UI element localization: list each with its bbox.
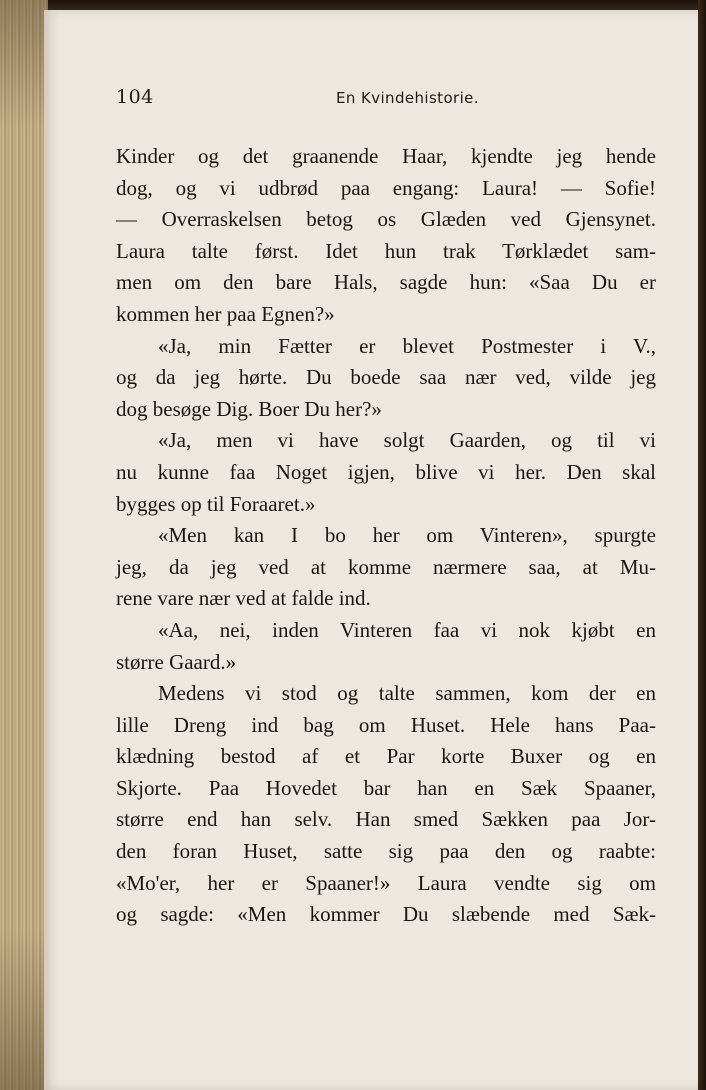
page-edges [0,0,48,1090]
page-number: 104 [116,86,154,108]
text-line: klædning bestod af et Par korte Buxer og en [116,744,656,769]
text-line: og da jeg hørte. Du boede saa nær ved, vilde jeg [116,365,656,390]
right-shadow [698,0,706,1090]
text-line: den foran Huset, satte sig paa den og raabte: [116,839,656,864]
text-line: rene vare nær ved at falde ind. [116,586,371,611]
text-line: lille Dreng ind bag om Huset. Hele hans Paa- [116,712,656,737]
text-line: kommen her paa Egnen?» [116,301,335,326]
text-line: «Ja, min Fætter er blevet Postmester i V., [158,333,656,358]
text-line: «Men kan I bo her om Vinteren», spurgte [158,523,656,548]
text-line: Laura talte først. Idet hun trak Tørklædet sam- [116,238,656,263]
text-line: Kinder og det graanende Haar, kjendte jeg hende [116,144,656,168]
text-line: større end han selv. Han smed Sækken paa Jor- [116,807,656,832]
text-line: bygges op til Foraaret.» [116,491,316,516]
text-line: større Gaard.» [116,649,237,674]
text-line: nu kunne faa Noget igjen, blive vi her. Den skal [116,459,656,484]
text-line: og sagde: «Men kommer Du slæbende med Sæk- [116,902,656,927]
text-line: — Overraskelsen betog os Glæden ved Gjensynet. [116,207,656,232]
text-line: dog besøge Dig. Boer Du her?» [116,396,382,421]
text-line: «Aa, nei, inden Vinteren faa vi nok kjøbt en [158,617,656,642]
text-line: jeg, da jeg ved at komme nærmere saa, at Mu- [116,554,656,579]
text-line: «Mo'er, her er Spaaner!» Laura vendte sig om [116,870,656,895]
page-header [116,86,656,116]
text-line: «Ja, men vi have solgt Gaarden, og til vi [158,428,656,453]
text-line: dog, og vi udbrød paa engang: Laura! — Sofie! [116,175,656,200]
running-title: En Kvindehistorie. [336,89,479,107]
text-line: men om den bare Hals, sagde hun: «Saa Du er [116,270,656,295]
body-text [116,141,656,931]
text-line: Medens vi stod og talte sammen, kom der en [158,681,656,706]
text-line: Skjorte. Paa Hovedet bar han en Sæk Spaaner, [116,775,656,800]
